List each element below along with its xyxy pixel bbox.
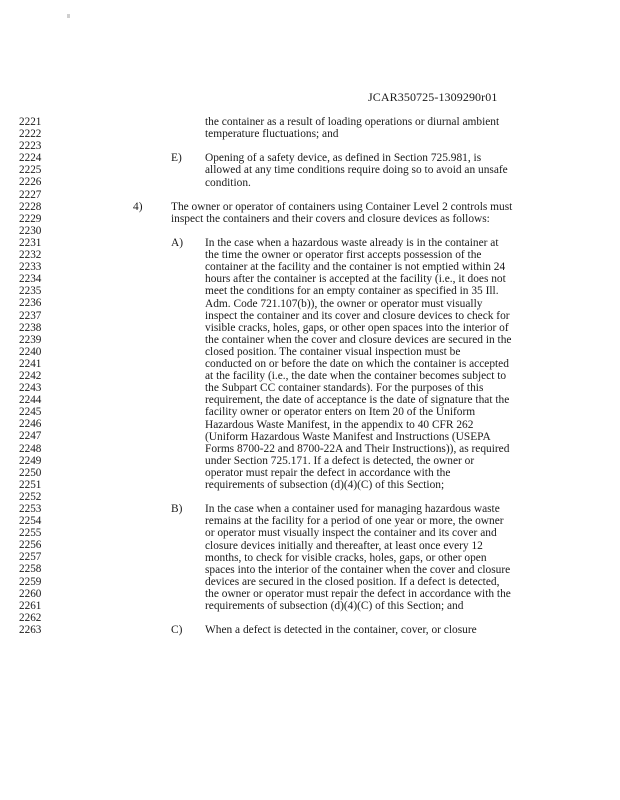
text-line: inspect the container and its cover and closure devices to check for <box>205 309 510 322</box>
line-number: 2221 <box>19 116 42 128</box>
text-line: requirements of subsection (d)(4)(C) of this Section; <box>205 479 445 491</box>
text-line: under Section 725.171. If a defect is detected, the owner or <box>205 454 475 467</box>
item-label: 4) <box>133 200 143 213</box>
line-number: 2260 <box>19 587 42 600</box>
line-number: 2252 <box>19 490 42 503</box>
line-number: 2251 <box>19 478 42 491</box>
text-line: When a defect is detected in the container, cover, or closure <box>205 624 477 637</box>
text-line: the time the owner or operator first accepts possession of the <box>205 249 482 262</box>
line-number: 2249 <box>19 454 42 467</box>
line-number: 2223 <box>19 140 42 153</box>
line-number: 2224 <box>19 152 42 165</box>
text-line: Forms 8700-22 and 8700-22A and Their Instructions)), as required <box>205 442 510 455</box>
line-number: 2226 <box>19 176 42 189</box>
text-line: visible cracks, holes, gaps, or other open spaces into the interior of <box>205 321 509 334</box>
text-line: the owner or operator must repair the defect in accordance with the <box>205 587 511 600</box>
line-number: 2257 <box>19 551 42 564</box>
text-line: In the case when a hazardous waste already is in the container at <box>205 237 499 249</box>
line-number: 2225 <box>19 164 42 177</box>
text-line: (Uniform Hazardous Waste Manifest and Instructions (USEPA <box>205 430 491 443</box>
text-line: container at the facility and the container is not emptied within 24 <box>205 261 506 274</box>
line-number: 2227 <box>19 188 42 201</box>
line-number: 2255 <box>19 527 42 540</box>
item-label: B) <box>171 503 183 516</box>
item-label: E) <box>171 152 182 165</box>
line-number: 2228 <box>19 200 42 213</box>
line-number: 2243 <box>19 382 42 395</box>
line-number: 2261 <box>19 599 42 612</box>
text-line: In the case when a container used for managing hazardous waste <box>205 503 500 516</box>
text-line: closed position. The container visual inspection must be <box>205 345 461 358</box>
text-line: the container as a result of loading operations or diurnal ambient <box>205 116 500 128</box>
line-number: 2248 <box>19 442 42 455</box>
text-line: requirements of subsection (d)(4)(C) of this Section; and <box>205 600 464 612</box>
text-line: or operator must visually inspect the container and its cover and <box>205 527 497 540</box>
text-line: conducted on or before the date on which the container is accepted <box>205 358 509 370</box>
line-number: 2232 <box>19 249 42 262</box>
line-number: 2230 <box>19 224 42 237</box>
text-line: Adm. Code 721.107(b)), the owner or operator must visually <box>205 297 483 310</box>
text-line: meet the conditions for an empty container as specified in 35 Ill. <box>205 285 499 298</box>
item-label: C) <box>171 624 183 637</box>
text-line: devices are secured in the closed position. If a defect is detected, <box>205 575 500 588</box>
scan-speck <box>67 14 70 18</box>
text-line: the Subpart CC container standards). For the purposes of this <box>205 382 484 395</box>
text-line: Opening of a safety device, as defined in Section 725.981, is <box>205 152 482 165</box>
line-number: 2258 <box>19 563 42 576</box>
line-number: 2237 <box>19 309 42 322</box>
line-number: 2240 <box>19 345 42 358</box>
text-line: months, to check for visible cracks, holes, gaps, or other open <box>205 551 487 564</box>
line-number: 2250 <box>19 466 42 479</box>
line-number: 2254 <box>19 515 42 528</box>
text-line: hours after the container is accepted at the facility (i.e., it does not <box>205 273 506 286</box>
document-id-header: JCAR350725-1309290r01 <box>368 90 498 104</box>
line-number: 2236 <box>19 297 42 310</box>
text-line: operator must repair the defect in accordance with the <box>205 466 451 479</box>
line-number: 2238 <box>19 321 42 334</box>
line-number: 2234 <box>19 273 42 286</box>
text-line: remains at the facility for a period of one year or more, the owner <box>205 515 504 528</box>
line-number: 2244 <box>19 394 42 407</box>
line-number: 2242 <box>19 369 42 382</box>
text-line: spaces into the interior of the container when the cover and closure <box>205 563 511 576</box>
text-line: requirement, the date of acceptance is the date of signature that the <box>205 394 510 407</box>
line-number: 2247 <box>19 430 42 443</box>
text-line: the container when the cover and closure devices are secured in the <box>205 333 512 346</box>
line-number: 2222 <box>19 128 42 141</box>
line-number: 2231 <box>19 236 42 249</box>
line-number: 2235 <box>19 285 42 298</box>
text-line: The owner or operator of containers using Container Level 2 controls must <box>171 200 513 213</box>
line-number-column <box>19 116 79 636</box>
line-number: 2241 <box>19 357 42 370</box>
item-label: A) <box>171 237 184 249</box>
line-number: 2262 <box>19 611 42 624</box>
line-number: 2233 <box>19 261 42 274</box>
line-number: 2229 <box>19 212 42 225</box>
text-line: closure devices initially and thereafter, at least once every 12 <box>205 539 483 552</box>
text-line: facility owner or operator enters on Item 20 of the Uniform <box>205 406 476 419</box>
line-number: 2246 <box>19 418 42 431</box>
text-line: allowed at any time conditions require doing so to avoid an unsafe <box>205 164 508 177</box>
text-line: Hazardous Waste Manifest, in the appendix to 40 CFR 262 <box>205 418 474 431</box>
text-line: condition. <box>205 176 251 189</box>
line-number: 2256 <box>19 539 42 552</box>
line-number: 2253 <box>19 503 42 515</box>
line-number: 2239 <box>19 333 42 346</box>
line-number: 2263 <box>19 623 42 636</box>
text-line: at the facility (i.e., the date when the container becomes subject to <box>205 370 507 383</box>
text-line: inspect the containers and their covers and closure devices as follows: <box>171 212 490 225</box>
text-line: temperature fluctuations; and <box>205 128 339 141</box>
line-number: 2259 <box>19 575 42 588</box>
line-number: 2245 <box>19 406 42 419</box>
